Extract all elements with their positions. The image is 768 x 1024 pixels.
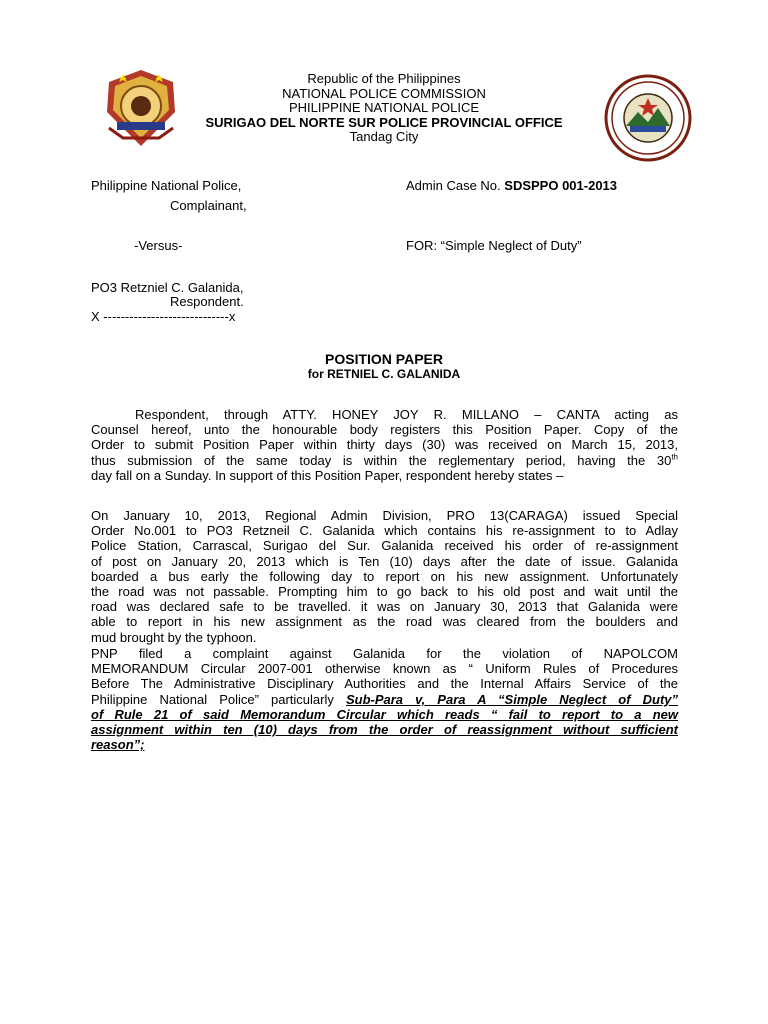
letterhead: [160, 72, 608, 145]
paragraph-line-text: thus submission of the same today is within the reglementary period, having the 30: [91, 452, 672, 468]
paragraph-line: of post on January 20, 2013 which is Ten (10) days after the date of issue. Galanida: [91, 553, 678, 569]
admin-case-label: Admin Case No.: [406, 178, 501, 193]
admin-case-number: SDSPPO 001-2013: [504, 178, 618, 193]
respondent-name: PO3 Retzniel C. Galanida,: [91, 280, 244, 295]
paragraph-line: Police Station, Carrascal, Surigao del Sur. Galanida received his order of re-assignment: [91, 538, 678, 554]
paragraph-line: [91, 453, 678, 468]
emphasized-citation-line: of Rule 21 of said Memorandum Circular which reads “ fail to report to a new: [91, 706, 678, 722]
paragraph-line: the road was not passable. Prompting him to go back to his old post and wait until the: [91, 584, 678, 600]
versus-label: -Versus-: [134, 238, 183, 253]
document-subtitle: for RETNIEL C. GALANIDA: [307, 367, 461, 381]
paragraph-introduction: [91, 407, 678, 483]
emphasized-citation-line: reason”;: [91, 737, 145, 753]
paragraph-line: boarded a bus early the following day to report on his new assignment. Unfortunately: [91, 568, 678, 584]
emphasized-citation: Sub-Para v, Para A “Simple Neglect of Duty”: [345, 691, 678, 707]
complainant-role: Complainant,: [170, 198, 247, 213]
ordinal-suffix: th: [671, 452, 678, 462]
paragraph-complaint: [91, 646, 678, 752]
paragraph-line: day fall on a Sunday. In support of this Position Paper, respondent hereby states –: [91, 467, 564, 483]
paragraph-line: Order No.001 to PO3 Retzneil C. Galanida which contains his re-assignment to to Adlay: [91, 523, 678, 539]
complainant-name: Philippine National Police,: [91, 178, 242, 193]
paragraph-line: road was declared safe to be travelled. it was on January 30, 2013 that Galanida were: [91, 599, 678, 615]
caption-separator: X -----------------------------x: [91, 309, 236, 324]
paragraph-facts: [91, 508, 678, 645]
paragraph-line: MEMORANDUM Circular 2007-001 otherwise known as “ Uniform Rules of Procedures: [91, 661, 678, 677]
paragraph-line: mud brought by the typhoon.: [91, 629, 257, 645]
paragraph-line: Counsel hereof, unto the honourable body registers this Position Paper. Copy of the: [91, 422, 678, 438]
paragraph-line: Respondent, through ATTY. HONEY JOY R. MILLANO – CANTA acting as: [135, 407, 678, 422]
paragraph-line: On January 10, 2013, Regional Admin Division, PRO 13(CARAGA) issued Special: [91, 508, 678, 523]
header-line-napolcom: NATIONAL POLICE COMMISSION: [282, 85, 486, 101]
paragraph-line: able to report in his new assignment as the road was cleared from the boulders and: [91, 614, 678, 630]
paragraph-line: Order to submit Position Paper within thirty days (30) was received on March 15, 2013,: [91, 437, 678, 453]
respondent-role: Respondent.: [170, 294, 244, 309]
provincial-office-seal-icon: [604, 74, 692, 162]
paragraph-line-text: Philippine National Police” particularly: [91, 691, 346, 707]
charge-label: FOR: “Simple Neglect of Duty”: [406, 238, 582, 253]
admin-case-line: [406, 178, 617, 193]
paragraph-line: Before The Administrative Disciplinary Authorities and the Internal Affairs Service of the: [91, 676, 678, 692]
header-line-pnp: PHILIPPINE NATIONAL POLICE: [289, 100, 479, 115]
document-title: POSITION PAPER: [325, 351, 443, 367]
header-line-city: Tandag City: [349, 129, 419, 144]
paragraph-line: PNP filed a complaint against Galanida for the violation of NAPOLCOM: [91, 646, 678, 661]
emphasized-citation-line: assignment within ten (10) days from the order of reassignment without sufficient: [91, 722, 678, 738]
paragraph-line: [91, 692, 678, 707]
header-line-office: SURIGAO DEL NORTE SUR POLICE PROVINCIAL OFFICE: [205, 114, 563, 130]
header-line-republic: Republic of the Philippines: [307, 71, 461, 86]
